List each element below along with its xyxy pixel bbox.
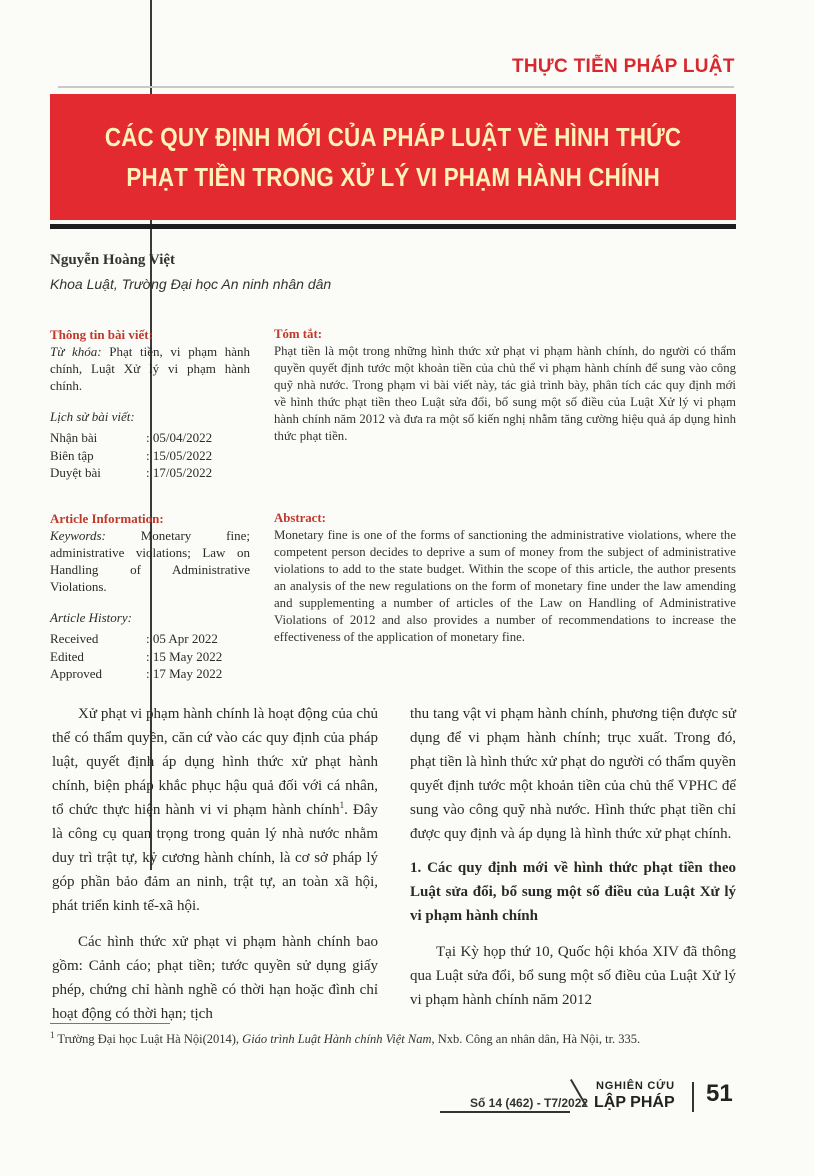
keywords-label: Từ khóa: — [50, 344, 102, 359]
abstract-vi-text: Phạt tiền là một trong những hình thức xử phạt vi phạm hành chính, do người có thẩm quyền quyết định tước một khoản tiền của chủ thể vi phạm hành chính để sung vào công quỹ nhà nước. Trong phạm vi bài viết này, tác giả trình bày, phân tích các quy định mới về hình thức phạt tiền theo Luật sửa đổi, bổ sung một số điều của Luật Xử lý vi phạm hành chính năm 2012 và đưa ra một số kiến nghị nhằm tăng cường hiệu quả áp dụng hình thức phạt tiền. — [274, 344, 736, 443]
body-column-2 — [410, 702, 736, 1012]
journal-brand-bottom: LẬP PHÁP — [594, 1094, 675, 1111]
abstract-en — [274, 510, 736, 646]
history-row: Biên tập : 15/05/2022 — [50, 447, 213, 463]
history-row: Nhận bài : 05/04/2022 — [50, 430, 213, 445]
body-column-1 — [52, 702, 378, 1026]
title-underline — [50, 224, 736, 229]
page-number: 51 — [706, 1080, 733, 1107]
abstract-vi — [274, 326, 736, 445]
keywords-label: Keywords: — [50, 528, 106, 543]
issue-info: Số 14 (462) - T7/2022 — [470, 1096, 589, 1110]
abstract-en-text: Monetary fine is one of the forms of sanctioning the administrative violations, where the competent person decides to deprive a sum of money from the subject of administrative violations to add to the state budget. Within the scope of this article, the author presents an analysis of the new regulations on the form of monetary fine under the law amending and supplementing a number of articles of the Law on Handling of Administrative Violations of 2012 and also provides a number of recommendations to increase the effectiveness of the application of monetary fine. — [274, 528, 736, 644]
info-vi-heading: Thông tin bài viết: — [50, 327, 153, 342]
section-heading: 1. Các quy định mới về hình thức phạt tiền theo Luật sửa đổi, bổ sung một số điều của Luật Xử lý vi phạm hành chính — [410, 860, 736, 924]
history-list-vi — [50, 429, 250, 482]
author-name: Nguyễn Hoàng Việt — [50, 252, 176, 268]
section-divider — [58, 86, 734, 88]
footnote: $^1$ Trường Đại học Luật Hà Nội(2014), Giáo trình Luật Hành chính Việt Nam, Nxb. Công an nhân dân, Hà Nội, tr. 335. — [50, 1029, 641, 1046]
body-paragraph: Tại Kỳ họp thứ 10, Quốc hội khóa XIV đã thông qua Luật sửa đổi, bổ sung một số điều của Luật Xử lý vi phạm hành chính năm 2012 — [410, 944, 736, 1008]
footnote-ref: 1 — [339, 800, 345, 810]
history-label: Article History: — [50, 610, 132, 625]
abstract-vi-heading: Tóm tắt: — [274, 327, 322, 341]
history-row: Edited : 15 May 2022 — [50, 648, 223, 664]
footer-rule — [440, 1111, 570, 1113]
abstract-en-heading: Abstract: — [274, 511, 326, 525]
body-paragraph: thu tang vật vi phạm hành chính, phương tiện được sử dụng để vi phạm hành chính; trục xuất. Trong đó, phạt tiền là hình thức xử phạt do người có thẩm quyền quyết định tước một khoản tiền của chủ thể VPHC để sung vào công quỹ nhà nước. Hình thức phạt tiền chỉ được quy định và áp dụng là hình thức xử phạt chính. — [410, 706, 737, 842]
history-list-en — [50, 630, 250, 683]
history-row: Approved : 17 May 2022 — [50, 666, 223, 681]
author-affiliation: Khoa Luật, Trường Đại học An ninh nhân dân — [50, 276, 332, 292]
title-banner — [50, 94, 736, 220]
body-paragraph: Xử phạt vi phạm hành chính là hoạt động của chủ thể có thẩm quyền, căn cứ vào các quy định của pháp luật, quyết định áp dụng hình thức xử phạt hành chính, biện pháp khắc phục hậu quả đối với cá nhân, tổ chức thực hiện hành vi vi phạm hành chính$^1$. Đây là công cụ quan trọng trong quản lý nhà nước nhằm duy trì trật tự, kỷ cương hành chính, là cơ sở pháp lý góp phần bảo đảm an ninh, trật tự, an toàn xã hội, phát triển kinh tế-xã hội. — [52, 706, 378, 914]
article-info-en — [50, 510, 250, 683]
footnote-book-title: Giáo trình Luật Hành chính Việt Nam — [242, 1032, 432, 1046]
keywords-text: Monetary fine; administrative violations; Law on Handling of Administrative Violations. — [50, 528, 250, 594]
history-row: Received : 05 Apr 2022 — [50, 631, 218, 646]
title-line-2: PHẠT TIỀN TRONG XỬ LÝ VI PHẠM HÀNH CHÍNH — [126, 162, 660, 192]
body-paragraph: Các hình thức xử phạt vi phạm hành chính bao gồm: Cảnh cáo; phạt tiền; tước quyền sử dụng giấy phép, chứng chỉ hành nghề có thời hạn hoặc đình chỉ hoạt động có thời hạn; tịch — [52, 934, 378, 1022]
page-number-divider — [692, 1082, 694, 1112]
title-line-1: CÁC QUY ĐỊNH MỚI CỦA PHÁP LUẬT VỀ HÌNH THỨC — [104, 122, 682, 152]
footnote-divider — [50, 1023, 170, 1024]
article-info-vi — [50, 326, 250, 482]
history-label: Lịch sử bài viết: — [50, 409, 135, 424]
info-en-keywords — [50, 527, 250, 595]
journal-brand-top: NGHIÊN CỨU — [596, 1080, 675, 1092]
history-row: Duyệt bài : 17/05/2022 — [50, 465, 213, 480]
keywords-text: Phạt tiền, vi phạm hành chính, Luật Xử lý vi phạm hành chính. — [50, 344, 251, 393]
section-label: THỰC TIỄN PHÁP LUẬT — [512, 56, 735, 77]
info-en-heading: Article Information: — [50, 511, 164, 526]
info-vi-keywords — [50, 343, 250, 394]
